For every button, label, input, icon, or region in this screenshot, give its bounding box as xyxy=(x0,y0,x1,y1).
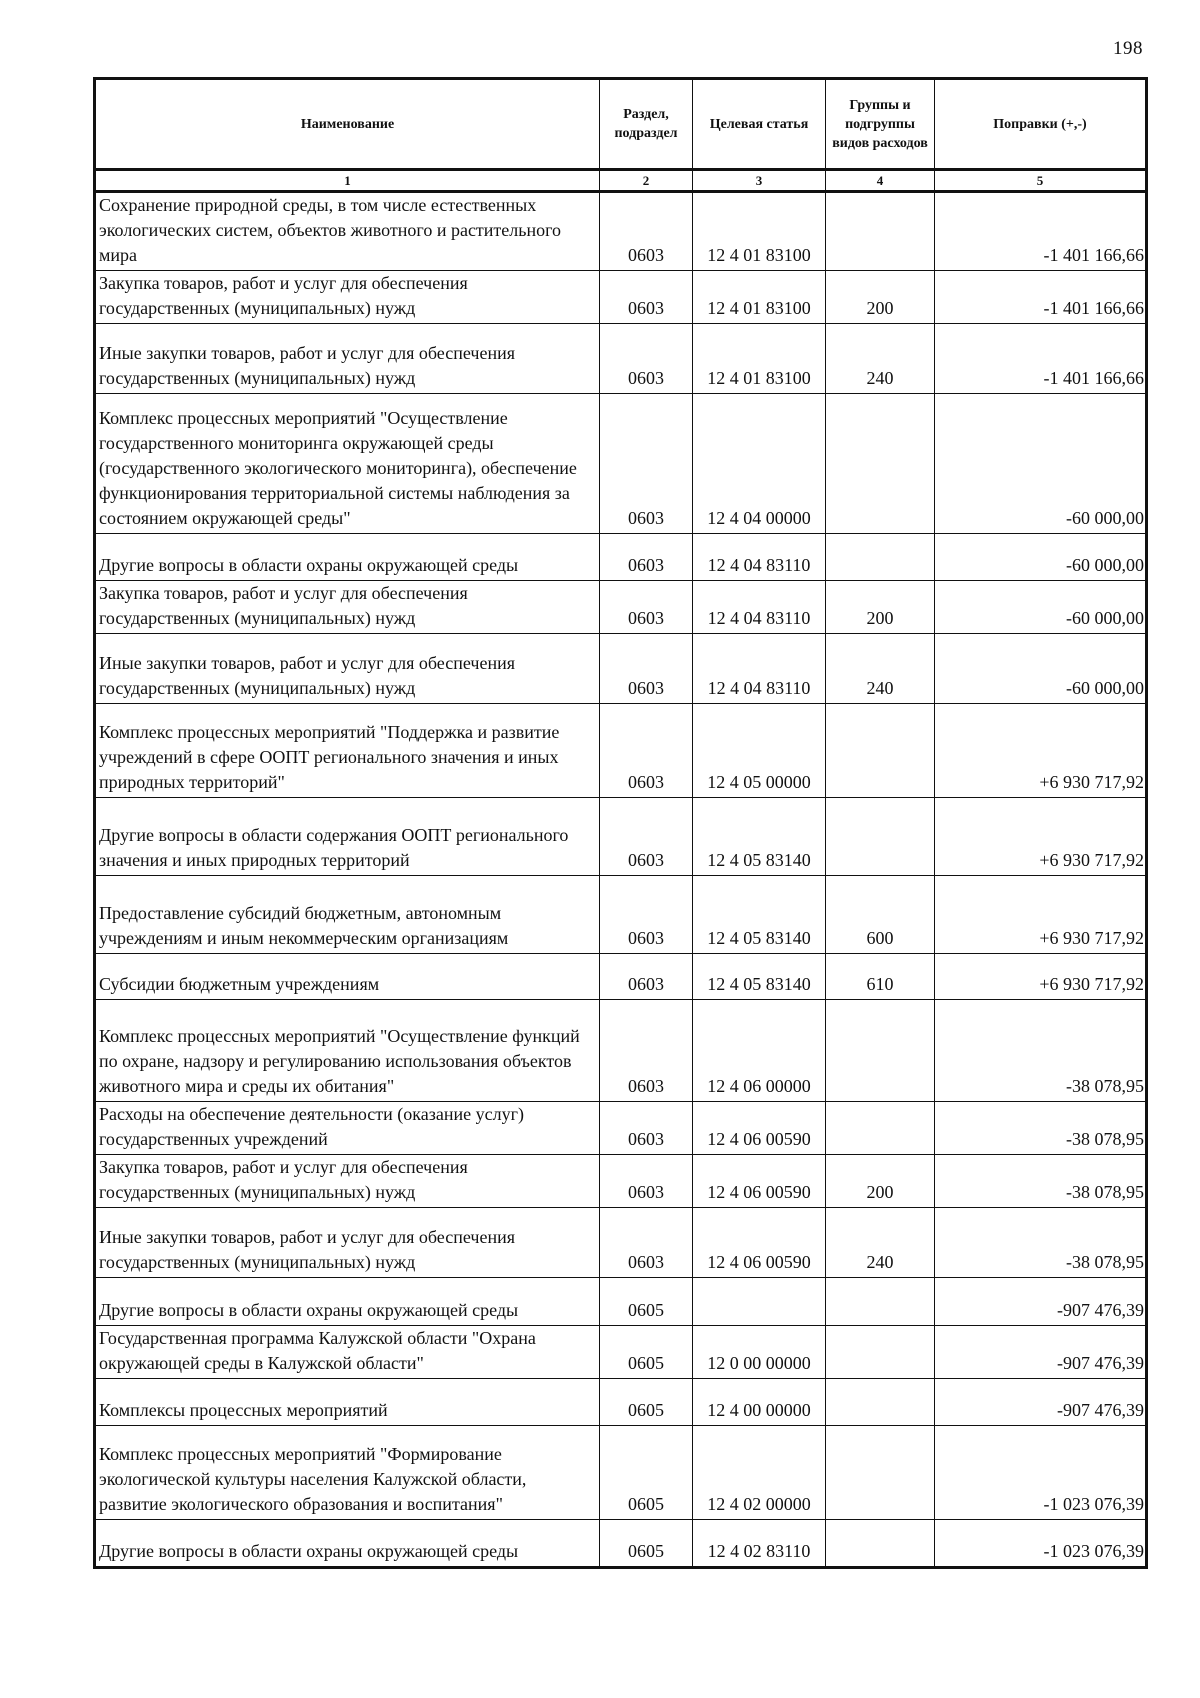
row-article: 12 4 05 83140 xyxy=(693,954,826,1000)
row-section: 0603 xyxy=(600,534,693,581)
budget-amendments-table xyxy=(93,77,1148,1569)
row-name: Другие вопросы в области охраны окружающей среды xyxy=(95,1520,600,1568)
row-name: Другие вопросы в области содержания ООПТ регионального значения и иных природных территорий xyxy=(95,798,600,876)
row-name: Закупка товаров, работ и услуг для обеспечения государственных (муниципальных) нужд xyxy=(95,581,600,634)
column-number: 1 xyxy=(95,170,600,192)
table-header-row xyxy=(95,79,1147,170)
row-name: Комплекс процессных мероприятий "Формирование экологической культуры населения Калужской области, развитие экологического образования и воспитания" xyxy=(95,1426,600,1520)
table-row xyxy=(95,534,1147,581)
row-article xyxy=(693,1278,826,1326)
column-number-row xyxy=(95,170,1147,192)
row-group: 200 xyxy=(826,271,935,324)
row-section: 0603 xyxy=(600,192,693,271)
header-target-article: Целевая статья xyxy=(693,79,826,170)
row-section: 0603 xyxy=(600,876,693,954)
row-amount: -60 000,00 xyxy=(935,394,1147,534)
column-number: 4 xyxy=(826,170,935,192)
row-group: 240 xyxy=(826,1208,935,1278)
row-section: 0603 xyxy=(600,1102,693,1155)
table-row xyxy=(95,1278,1147,1326)
table-row xyxy=(95,271,1147,324)
row-amount: -60 000,00 xyxy=(935,534,1147,581)
column-number: 5 xyxy=(935,170,1147,192)
table-row xyxy=(95,1102,1147,1155)
row-group xyxy=(826,704,935,798)
row-section: 0605 xyxy=(600,1278,693,1326)
row-article: 12 4 04 00000 xyxy=(693,394,826,534)
table-row xyxy=(95,954,1147,1000)
row-amount: -60 000,00 xyxy=(935,581,1147,634)
row-section: 0603 xyxy=(600,581,693,634)
row-name: Закупка товаров, работ и услуг для обеспечения государственных (муниципальных) нужд xyxy=(95,271,600,324)
row-section: 0603 xyxy=(600,1155,693,1208)
row-group xyxy=(826,1102,935,1155)
table-row xyxy=(95,1155,1147,1208)
row-amount: -1 023 076,39 xyxy=(935,1520,1147,1568)
row-amount: +6 930 717,92 xyxy=(935,954,1147,1000)
row-section: 0603 xyxy=(600,271,693,324)
row-section: 0603 xyxy=(600,954,693,1000)
row-amount: -907 476,39 xyxy=(935,1278,1147,1326)
row-section: 0605 xyxy=(600,1379,693,1426)
row-name: Закупка товаров, работ и услуг для обеспечения государственных (муниципальных) нужд xyxy=(95,1155,600,1208)
page-number: 198 xyxy=(1113,38,1143,59)
row-name: Субсидии бюджетным учреждениям xyxy=(95,954,600,1000)
row-amount: -1 401 166,66 xyxy=(935,271,1147,324)
table-row xyxy=(95,1000,1147,1102)
row-article: 12 4 02 00000 xyxy=(693,1426,826,1520)
row-section: 0603 xyxy=(600,1000,693,1102)
row-article: 12 4 06 00590 xyxy=(693,1155,826,1208)
row-amount: +6 930 717,92 xyxy=(935,704,1147,798)
row-amount: +6 930 717,92 xyxy=(935,876,1147,954)
row-section: 0605 xyxy=(600,1520,693,1568)
row-article: 12 4 00 00000 xyxy=(693,1379,826,1426)
row-group xyxy=(826,1379,935,1426)
header-name: Наименование xyxy=(95,79,600,170)
row-group: 240 xyxy=(826,324,935,394)
table-row xyxy=(95,704,1147,798)
row-name: Иные закупки товаров, работ и услуг для обеспечения государственных (муниципальных) нужд xyxy=(95,1208,600,1278)
row-name: Комплекс процессных мероприятий "Осуществление функций по охране, надзору и регулированию использования объектов животного мира и среды их обитания" xyxy=(95,1000,600,1102)
row-group xyxy=(826,1278,935,1326)
row-amount: -1 401 166,66 xyxy=(935,324,1147,394)
row-group: 610 xyxy=(826,954,935,1000)
row-name: Другие вопросы в области охраны окружающей среды xyxy=(95,534,600,581)
header-amendments: Поправки (+,-) xyxy=(935,79,1147,170)
table-row xyxy=(95,581,1147,634)
column-number: 3 xyxy=(693,170,826,192)
row-article: 12 4 04 83110 xyxy=(693,581,826,634)
row-amount: -38 078,95 xyxy=(935,1102,1147,1155)
row-article: 12 4 06 00590 xyxy=(693,1102,826,1155)
row-article: 12 4 02 83110 xyxy=(693,1520,826,1568)
row-amount: -907 476,39 xyxy=(935,1326,1147,1379)
table-row xyxy=(95,1426,1147,1520)
row-name: Комплексы процессных мероприятий xyxy=(95,1379,600,1426)
row-name: Расходы на обеспечение деятельности (оказание услуг) государственных учреждений xyxy=(95,1102,600,1155)
row-amount: -1 023 076,39 xyxy=(935,1426,1147,1520)
row-name: Государственная программа Калужской области "Охрана окружающей среды в Калужской области" xyxy=(95,1326,600,1379)
row-section: 0603 xyxy=(600,394,693,534)
row-article: 12 4 01 83100 xyxy=(693,271,826,324)
table-row xyxy=(95,1326,1147,1379)
row-group xyxy=(826,1326,935,1379)
row-article: 12 4 01 83100 xyxy=(693,324,826,394)
row-article: 12 4 05 00000 xyxy=(693,704,826,798)
row-name: Иные закупки товаров, работ и услуг для обеспечения государственных (муниципальных) нужд xyxy=(95,634,600,704)
row-amount: -1 401 166,66 xyxy=(935,192,1147,271)
row-name: Предоставление субсидий бюджетным, автономным учреждениям и иным некоммерческим организациям xyxy=(95,876,600,954)
row-amount: -38 078,95 xyxy=(935,1208,1147,1278)
row-name: Сохранение природной среды, в том числе естественных экологических систем, объектов животного и растительного мира xyxy=(95,192,600,271)
row-group xyxy=(826,798,935,876)
row-section: 0603 xyxy=(600,798,693,876)
row-section: 0603 xyxy=(600,634,693,704)
row-group xyxy=(826,1426,935,1520)
row-article: 12 4 04 83110 xyxy=(693,534,826,581)
row-group xyxy=(826,192,935,271)
row-group xyxy=(826,394,935,534)
table-row xyxy=(95,1208,1147,1278)
row-section: 0603 xyxy=(600,704,693,798)
row-group xyxy=(826,1520,935,1568)
row-amount: +6 930 717,92 xyxy=(935,798,1147,876)
row-group: 600 xyxy=(826,876,935,954)
table-row xyxy=(95,1379,1147,1426)
row-group: 200 xyxy=(826,581,935,634)
row-group xyxy=(826,534,935,581)
header-expense-group: Группы и подгруппы видов расходов xyxy=(826,79,935,170)
row-section: 0605 xyxy=(600,1326,693,1379)
row-article: 12 0 00 00000 xyxy=(693,1326,826,1379)
row-name: Другие вопросы в области охраны окружающей среды xyxy=(95,1278,600,1326)
row-amount: -60 000,00 xyxy=(935,634,1147,704)
row-article: 12 4 05 83140 xyxy=(693,876,826,954)
table-row xyxy=(95,394,1147,534)
row-amount: -907 476,39 xyxy=(935,1379,1147,1426)
row-group: 240 xyxy=(826,634,935,704)
row-group xyxy=(826,1000,935,1102)
table-row xyxy=(95,192,1147,271)
row-name: Комплекс процессных мероприятий "Осуществление государственного мониторинга окружающей среды (государственного экологического мониторинга), обеспечение функционирования территориальной системы наблюдения за состоянием окружающей среды" xyxy=(95,394,600,534)
row-article: 12 4 04 83110 xyxy=(693,634,826,704)
row-article: 12 4 05 83140 xyxy=(693,798,826,876)
row-section: 0603 xyxy=(600,324,693,394)
table-row xyxy=(95,324,1147,394)
row-name: Комплекс процессных мероприятий "Поддержка и развитие учреждений в сфере ООПТ регионального значения и иных природных территорий" xyxy=(95,704,600,798)
row-article: 12 4 06 00000 xyxy=(693,1000,826,1102)
table-row xyxy=(95,876,1147,954)
row-group: 200 xyxy=(826,1155,935,1208)
row-article: 12 4 01 83100 xyxy=(693,192,826,271)
row-amount: -38 078,95 xyxy=(935,1000,1147,1102)
table-row xyxy=(95,798,1147,876)
row-amount: -38 078,95 xyxy=(935,1155,1147,1208)
table-row xyxy=(95,1520,1147,1568)
column-number: 2 xyxy=(600,170,693,192)
row-name: Иные закупки товаров, работ и услуг для обеспечения государственных (муниципальных) нужд xyxy=(95,324,600,394)
row-article: 12 4 06 00590 xyxy=(693,1208,826,1278)
table-row xyxy=(95,634,1147,704)
row-section: 0605 xyxy=(600,1426,693,1520)
row-section: 0603 xyxy=(600,1208,693,1278)
header-section: Раздел, подраздел xyxy=(600,79,693,170)
